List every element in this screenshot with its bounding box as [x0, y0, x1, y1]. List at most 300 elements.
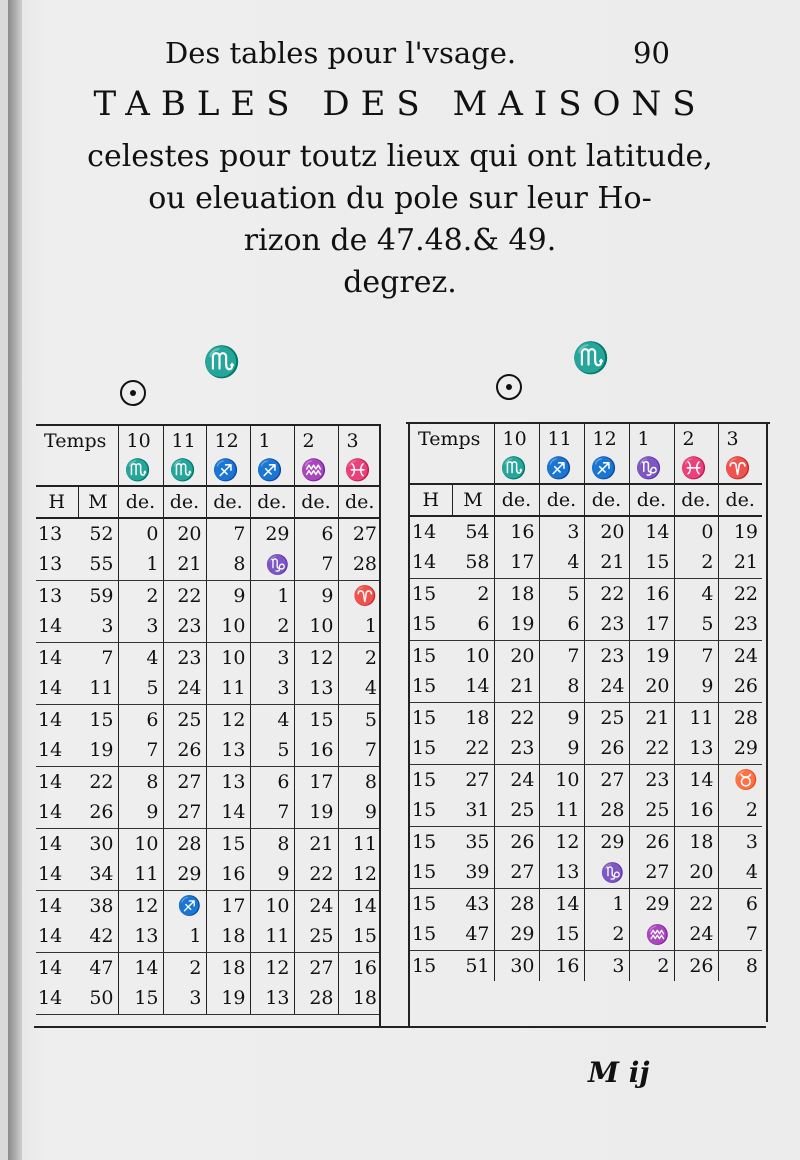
right-table-cell: 4: [718, 857, 762, 888]
left-table-row: [36, 766, 381, 797]
right-unit-header: H: [410, 484, 452, 516]
left-table-row: [36, 859, 381, 890]
left-table-cell: 13: [294, 673, 338, 704]
right-table-cell: 10: [539, 764, 584, 795]
right-table-cell: 16: [629, 578, 674, 609]
right-table-cell: 23: [629, 764, 674, 795]
left-table-cell: 13: [250, 983, 294, 1014]
left-table-cell: 13: [36, 549, 78, 580]
left-table-cell: 14: [38, 708, 63, 731]
right-table-cell: 15: [412, 830, 437, 853]
left-table-cell: 16: [294, 735, 338, 766]
left-table-cell: 10: [206, 642, 250, 673]
right-table-cell: 28: [494, 888, 539, 919]
left-table-cell: 26: [78, 797, 118, 828]
left-table-cell: 1: [338, 611, 381, 642]
right-table-row: [410, 795, 762, 826]
right-table-cell: ♒: [629, 919, 674, 950]
left-table-cell: 16: [338, 952, 381, 983]
right-table-row: [410, 547, 762, 578]
left-table-cell: 14: [36, 921, 78, 952]
right-table-cell: 27: [629, 857, 674, 888]
left-table-cell: 7: [118, 735, 163, 766]
left-table-cell: 7: [294, 549, 338, 580]
right-table-cell: 23: [584, 640, 629, 671]
left-table-cell: 14: [36, 797, 78, 828]
right-table-cell: 23: [584, 609, 629, 640]
title-line-4: degrez.: [343, 265, 457, 300]
left-table-cell: 6: [250, 766, 294, 797]
left-table-cell: 29: [250, 518, 294, 549]
right-table-cell: 27: [494, 857, 539, 888]
left-table-cell: 22: [294, 859, 338, 890]
left-table-cell: 4: [118, 642, 163, 673]
right-table-cell: 22: [629, 733, 674, 764]
left-table-cell: 42: [78, 921, 118, 952]
right-table-cell: 16: [539, 950, 584, 981]
right-table-cell: 16: [674, 795, 718, 826]
right-table-cell: 9: [539, 733, 584, 764]
right-table-cell: 14: [410, 547, 452, 578]
right-table-row: [410, 950, 762, 981]
right-table-cell: 14: [412, 521, 437, 543]
right-table-cell: 28: [584, 795, 629, 826]
left-table-cell: 9: [294, 580, 338, 611]
right-table-row: [410, 516, 762, 547]
right-table-cell: 12: [539, 826, 584, 857]
right-table-cell: 9: [674, 671, 718, 702]
left-house-header: 3: [338, 426, 381, 456]
left-unit-header: de.: [118, 486, 163, 518]
left-table-cell: 14: [38, 956, 63, 979]
left-table-cell: 30: [89, 832, 114, 855]
right-table-cell: 29: [494, 919, 539, 950]
left-table-cell: 5: [250, 735, 294, 766]
left-table-cell: 8: [206, 549, 250, 580]
left-table-row: [36, 518, 381, 549]
left-table-cell: 12: [294, 642, 338, 673]
left-table-cell: 10: [206, 611, 250, 642]
right-table-cell: 15: [410, 733, 452, 764]
right-table-cell: 35: [465, 830, 490, 853]
running-title: Des tables pour l'vsage.: [165, 36, 517, 70]
left-table-cell: 7: [101, 646, 114, 669]
left-table-cell: 2: [163, 952, 206, 983]
right-table-cell: 26: [494, 826, 539, 857]
left-table-cell: 14: [38, 894, 63, 917]
right-table-cell: 29: [718, 733, 762, 764]
right-table-row: [410, 857, 762, 888]
left-table-cell: 14: [118, 952, 163, 983]
left-table-cell: 5: [338, 704, 381, 735]
left-unit-header: de.: [294, 486, 338, 518]
left-zodiac-sign-icon: ♓: [338, 456, 381, 486]
left-table-right-rule: [379, 424, 381, 1026]
right-table-cell: 26: [629, 826, 674, 857]
left-table-cell: 14: [36, 673, 78, 704]
title-line-1: celestes pour toutz lieux qui ont latitude,: [87, 139, 713, 174]
right-table-cell: 7: [674, 640, 718, 671]
left-table-cell: 27: [294, 952, 338, 983]
left-table-cell: 4: [338, 673, 381, 704]
right-unit-header: de.: [718, 484, 762, 516]
right-house-table: [410, 424, 762, 981]
left-table-cell: 19: [206, 983, 250, 1014]
right-table-cell: 24: [718, 640, 762, 671]
left-table-cell: 24: [294, 890, 338, 921]
right-house-header: 11: [539, 424, 584, 454]
right-unit-header: de.: [584, 484, 629, 516]
right-table-cell: 0: [674, 516, 718, 547]
left-table-cell: 2: [338, 642, 381, 673]
left-table-cell: 18: [206, 921, 250, 952]
left-table-cell: 5: [118, 673, 163, 704]
right-table-row: [410, 826, 762, 857]
right-table-cell: 20: [584, 516, 629, 547]
left-table-cell: 11: [118, 859, 163, 890]
right-table-cell: 21: [718, 547, 762, 578]
right-table-cell: 7: [539, 640, 584, 671]
right-table-cell: 3: [539, 516, 584, 547]
left-table-row: [36, 580, 381, 611]
right-table-cell: 14: [674, 764, 718, 795]
left-table-cell: 13: [206, 735, 250, 766]
left-table-cell: 9: [250, 859, 294, 890]
right-table-cell: 15: [410, 795, 452, 826]
left-table-cell: 50: [78, 983, 118, 1014]
right-table-cell: 15: [412, 892, 437, 915]
right-table-cell: ♑: [584, 857, 629, 888]
left-table-row: [36, 797, 381, 828]
left-table-cell: 52: [89, 523, 114, 545]
left-sign-spacer: [36, 456, 118, 486]
left-table-cell: 15: [294, 704, 338, 735]
right-table-cell: 4: [674, 578, 718, 609]
right-table-cell: 20: [494, 640, 539, 671]
left-house-header: 10: [118, 426, 163, 456]
right-table-cell: 1: [584, 888, 629, 919]
right-table-row: [410, 764, 762, 795]
left-table-cell: 13: [118, 921, 163, 952]
left-zodiac-sign-icon: ♐: [206, 456, 250, 486]
right-table-cell: 24: [674, 919, 718, 950]
right-table-cell: 22: [718, 578, 762, 609]
left-table-cell: 25: [294, 921, 338, 952]
left-table-cell: 8: [338, 766, 381, 797]
right-table-cell: 26: [718, 671, 762, 702]
left-table-cell: 3: [78, 611, 118, 642]
right-table-cell: 39: [452, 857, 494, 888]
left-table-cell: 11: [206, 673, 250, 704]
left-table-cell: 14: [38, 832, 63, 855]
right-sign-spacer: [410, 454, 494, 484]
left-scorpio-icon: ♏: [203, 345, 241, 380]
right-table-cell: 20: [629, 671, 674, 702]
right-table-cell: 25: [584, 702, 629, 733]
left-table-row: [36, 952, 381, 983]
left-table-row: [36, 549, 381, 580]
right-unit-header: de.: [494, 484, 539, 516]
left-table-cell: 3: [250, 642, 294, 673]
right-table-cell: 11: [674, 702, 718, 733]
left-table-cell: 25: [163, 704, 206, 735]
left-table-cell: ♑: [250, 549, 294, 580]
right-table-cell: 30: [494, 950, 539, 981]
right-house-header: 1: [629, 424, 674, 454]
right-sun-icon: [496, 374, 522, 400]
left-table-row: [36, 704, 381, 735]
left-table-cell: 27: [163, 766, 206, 797]
right-zodiac-sign-icon: ♓: [674, 454, 718, 484]
right-table-cell: 3: [718, 826, 762, 857]
right-table-cell: 21: [629, 702, 674, 733]
right-table-cell: 15: [412, 644, 437, 667]
left-table-cell: 17: [206, 890, 250, 921]
left-table-cell: 13: [38, 584, 63, 607]
right-table-cell: 15: [410, 919, 452, 950]
left-table-cell: 10: [250, 890, 294, 921]
left-table-cell: 12: [338, 859, 381, 890]
right-zodiac-sign-icon: ♑: [629, 454, 674, 484]
right-house-header: 12: [584, 424, 629, 454]
right-table-cell: 47: [452, 919, 494, 950]
left-table-cell: 15: [338, 921, 381, 952]
left-table-cell: 28: [294, 983, 338, 1014]
right-table-cell: 15: [412, 954, 437, 977]
left-house-header: 1: [250, 426, 294, 456]
right-table-cell: 2: [584, 919, 629, 950]
right-table-cell: 25: [629, 795, 674, 826]
left-table-cell: 18: [338, 983, 381, 1014]
right-table-row: [410, 640, 762, 671]
right-table-cell: 2: [674, 547, 718, 578]
left-house-header: 2: [294, 426, 338, 456]
right-unit-header: M: [452, 484, 494, 516]
left-table-cell: 27: [163, 797, 206, 828]
binding-gutter: [8, 0, 22, 1160]
left-table-cell: 10: [118, 828, 163, 859]
right-table-cell: 15: [410, 671, 452, 702]
right-table-cell: 22: [584, 578, 629, 609]
left-zodiac-sign-icon: ♐: [250, 456, 294, 486]
left-table-cell: 23: [163, 611, 206, 642]
right-table-cell: 51: [465, 954, 490, 977]
left-table-cell: 14: [36, 859, 78, 890]
left-table-cell: 12: [118, 890, 163, 921]
right-table-cell: 8: [539, 671, 584, 702]
left-table-row: [36, 828, 381, 859]
page-number: 90: [633, 36, 670, 70]
left-table-row: [36, 611, 381, 642]
right-table-cell: 31: [452, 795, 494, 826]
left-table-cell: 55: [78, 549, 118, 580]
left-table-cell: 23: [163, 642, 206, 673]
right-unit-header: de.: [539, 484, 584, 516]
left-table-cell: 3: [118, 611, 163, 642]
right-table-cell: 29: [584, 826, 629, 857]
right-table-cell: 14: [539, 888, 584, 919]
right-table-cell: 15: [412, 768, 437, 791]
left-table-cell: 20: [163, 518, 206, 549]
right-table-cell: 15: [412, 706, 437, 729]
right-scorpio-icon: ♏: [572, 341, 610, 376]
right-table-cell: 2: [629, 950, 674, 981]
right-table-right-rule: [766, 422, 768, 1022]
right-table-cell: 6: [452, 609, 494, 640]
left-unit-header: de.: [163, 486, 206, 518]
left-table-cell: 3: [250, 673, 294, 704]
left-table-cell: 1: [163, 921, 206, 952]
right-table-cell: 22: [452, 733, 494, 764]
right-house-header: 3: [718, 424, 762, 454]
right-table-cell: ♉: [718, 764, 762, 795]
left-table-cell: 10: [294, 611, 338, 642]
left-zodiac-sign-icon: ♏: [163, 456, 206, 486]
left-table-cell: 9: [338, 797, 381, 828]
right-table-cell: 13: [674, 733, 718, 764]
left-table-cell: 14: [36, 735, 78, 766]
right-table-cell: 13: [539, 857, 584, 888]
right-table-row: [410, 919, 762, 950]
left-table-cell: 8: [118, 766, 163, 797]
right-table-cell: 54: [465, 521, 490, 543]
right-table-cell: 26: [674, 950, 718, 981]
right-table-cell: 19: [718, 516, 762, 547]
left-table-cell: 11: [338, 828, 381, 859]
left-table-cell: 21: [294, 828, 338, 859]
right-table-cell: 15: [539, 919, 584, 950]
left-temps-header: Temps: [44, 430, 107, 452]
right-table-cell: 28: [718, 702, 762, 733]
left-table-cell: 27: [338, 518, 381, 549]
right-table-cell: 10: [465, 644, 490, 667]
right-table-left-rule: [408, 422, 410, 1026]
right-zodiac-sign-icon: ♈: [718, 454, 762, 484]
left-table-cell: 38: [89, 894, 114, 917]
left-table-cell: 18: [206, 952, 250, 983]
right-table-cell: 14: [452, 671, 494, 702]
right-table-cell: 23: [494, 733, 539, 764]
right-table-cell: 24: [584, 671, 629, 702]
right-table-cell: 16: [494, 516, 539, 547]
left-table-cell: ♐: [163, 890, 206, 921]
right-table-cell: 29: [629, 888, 674, 919]
left-table-row: [36, 735, 381, 766]
right-table-cell: 6: [539, 609, 584, 640]
right-table-cell: 18: [674, 826, 718, 857]
right-house-header: 2: [674, 424, 718, 454]
left-table-cell: 6: [294, 518, 338, 549]
right-table-cell: 19: [629, 640, 674, 671]
right-table-cell: 15: [410, 609, 452, 640]
right-table-cell: 27: [584, 764, 629, 795]
left-unit-header: de.: [250, 486, 294, 518]
right-table-cell: 22: [674, 888, 718, 919]
left-table-cell: 59: [89, 584, 114, 607]
right-table-cell: 15: [629, 547, 674, 578]
left-table-cell: 0: [118, 518, 163, 549]
right-unit-header: de.: [674, 484, 718, 516]
left-table-cell: 12: [250, 952, 294, 983]
right-house-header: 10: [494, 424, 539, 454]
left-table-cell: 4: [250, 704, 294, 735]
left-zodiac-sign-icon: ♒: [294, 456, 338, 486]
right-table-cell: 17: [629, 609, 674, 640]
right-table-cell: 6: [718, 888, 762, 919]
right-zodiac-sign-icon: ♏: [494, 454, 539, 484]
right-table-cell: 21: [584, 547, 629, 578]
bottom-rule: [34, 1026, 766, 1028]
left-table-cell: 13: [206, 766, 250, 797]
right-table-cell: 14: [629, 516, 674, 547]
left-table-cell: 13: [38, 523, 63, 545]
left-table-cell: 17: [294, 766, 338, 797]
right-table-cell: 8: [718, 950, 762, 981]
left-table-cell: 8: [250, 828, 294, 859]
right-table-cell: 2: [477, 582, 490, 605]
left-table-cell: 14: [36, 983, 78, 1014]
right-table-cell: 27: [465, 768, 490, 791]
left-table-cell: 14: [206, 797, 250, 828]
right-table-cell: 17: [494, 547, 539, 578]
left-table-cell: 34: [78, 859, 118, 890]
right-table-row: [410, 578, 762, 609]
right-table-cell: 4: [539, 547, 584, 578]
right-table-cell: 15: [412, 582, 437, 605]
left-table-cell: 6: [118, 704, 163, 735]
left-table-cell: 7: [206, 518, 250, 549]
right-table-row: [410, 609, 762, 640]
left-table-top-rule: [36, 424, 381, 426]
left-table-cell: 22: [89, 770, 114, 793]
left-table-cell: 1: [250, 580, 294, 611]
left-table-cell: ♈: [338, 580, 381, 611]
left-table-cell: 7: [338, 735, 381, 766]
left-table-cell: 2: [250, 611, 294, 642]
right-table-cell: 11: [539, 795, 584, 826]
left-table-cell: 14: [38, 770, 63, 793]
left-table-cell: 19: [294, 797, 338, 828]
right-table-cell: 3: [584, 950, 629, 981]
right-table-cell: 24: [494, 764, 539, 795]
right-zodiac-sign-icon: ♐: [584, 454, 629, 484]
left-table-cell: 28: [163, 828, 206, 859]
right-zodiac-sign-icon: ♐: [539, 454, 584, 484]
left-table-cell: 15: [206, 828, 250, 859]
left-unit-header: H: [36, 486, 78, 518]
left-house-header: 11: [163, 426, 206, 456]
left-table-cell: 28: [338, 549, 381, 580]
right-table-row: [410, 888, 762, 919]
left-unit-header: de.: [338, 486, 381, 518]
right-table-cell: 2: [718, 795, 762, 826]
left-table-cell: 11: [78, 673, 118, 704]
left-table-cell: 14: [36, 611, 78, 642]
right-table-cell: 21: [494, 671, 539, 702]
right-table-cell: 23: [718, 609, 762, 640]
right-table-cell: 5: [539, 578, 584, 609]
left-table-cell: 3: [163, 983, 206, 1014]
right-table-cell: 20: [674, 857, 718, 888]
left-table-cell: 9: [206, 580, 250, 611]
left-table-cell: 16: [206, 859, 250, 890]
right-table-row: [410, 671, 762, 702]
right-table-row: [410, 733, 762, 764]
right-table-row: [410, 702, 762, 733]
right-table-cell: 7: [718, 919, 762, 950]
signature-mark: M ij: [588, 1056, 650, 1089]
right-table-cell: 43: [465, 892, 490, 915]
